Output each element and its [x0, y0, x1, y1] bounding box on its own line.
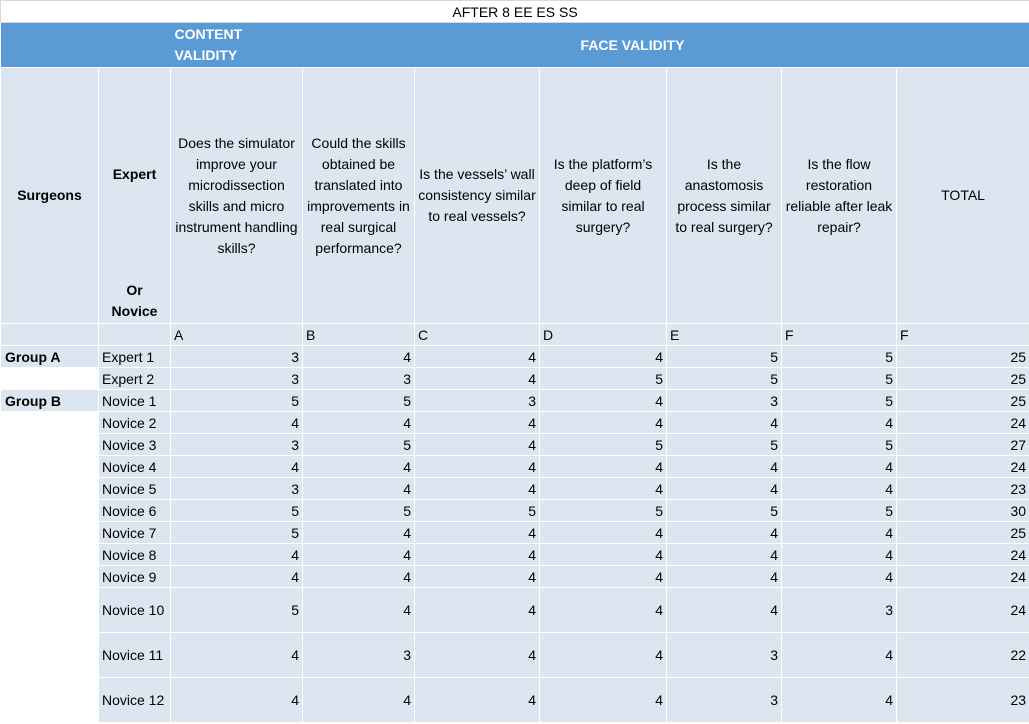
participant-label: Novice 11	[99, 633, 171, 678]
score-cell: 5	[303, 500, 415, 522]
score-cell: 4	[540, 346, 667, 368]
score-cell: 4	[415, 544, 540, 566]
group-blank	[1, 456, 99, 478]
participant-label: Novice 1	[99, 390, 171, 412]
group-blank	[1, 368, 99, 390]
score-cell: 4	[782, 522, 897, 544]
table-row	[1, 456, 1029, 478]
score-cell: 4	[782, 633, 897, 678]
score-cell: 5	[171, 390, 303, 412]
score-cell: 4	[667, 544, 782, 566]
score-cell: 4	[415, 522, 540, 544]
participant-label: Novice 3	[99, 434, 171, 456]
score-cell: 5	[540, 434, 667, 456]
score-cell: 5	[303, 390, 415, 412]
score-cell: 4	[415, 478, 540, 500]
group-blank	[1, 522, 99, 544]
participant-label: Novice 6	[99, 500, 171, 522]
table-row	[1, 346, 1029, 368]
score-cell: 4	[667, 522, 782, 544]
total-cell: 23	[897, 678, 1029, 723]
content-validity-header: CONTENT VALIDITY	[171, 23, 303, 68]
score-cell: 5	[540, 500, 667, 522]
participant-label: Expert 1	[99, 346, 171, 368]
participant-label: Novice 9	[99, 566, 171, 588]
table-title: AFTER 8 EE ES SS	[1, 1, 1029, 23]
score-cell: 4	[782, 566, 897, 588]
score-cell: 4	[415, 412, 540, 434]
score-cell: 4	[171, 633, 303, 678]
table-row	[1, 678, 1029, 723]
score-cell: 5	[782, 390, 897, 412]
score-cell: 4	[540, 544, 667, 566]
total-cell: 24	[897, 456, 1029, 478]
group-blank	[1, 478, 99, 500]
score-cell: 4	[540, 566, 667, 588]
score-cell: 4	[415, 456, 540, 478]
participant-label: Expert 2	[99, 368, 171, 390]
score-cell: 4	[540, 478, 667, 500]
group-blank	[1, 588, 99, 633]
group-label: Group A	[1, 346, 99, 368]
letters-blank	[99, 324, 171, 346]
table-row	[1, 633, 1029, 678]
total-cell: 25	[897, 346, 1029, 368]
score-cell: 4	[540, 456, 667, 478]
score-cell: 4	[303, 588, 415, 633]
score-cell: 5	[782, 434, 897, 456]
group-blank	[1, 544, 99, 566]
score-cell: 4	[667, 456, 782, 478]
column-letter: F	[782, 324, 897, 346]
question-c: Is the vessels’ wall consistency similar to real vessels?	[415, 68, 540, 324]
score-cell: 4	[171, 412, 303, 434]
score-cell: 4	[415, 566, 540, 588]
table-row	[1, 566, 1029, 588]
score-cell: 3	[415, 390, 540, 412]
face-validity-header: FACE VALIDITY	[303, 23, 1029, 68]
score-cell: 4	[303, 522, 415, 544]
total-cell: 25	[897, 522, 1029, 544]
score-cell: 3	[303, 368, 415, 390]
table-row	[1, 368, 1029, 390]
score-cell: 4	[782, 456, 897, 478]
score-cell: 4	[303, 566, 415, 588]
score-cell: 4	[540, 588, 667, 633]
table-row	[1, 500, 1029, 522]
total-cell: 24	[897, 588, 1029, 633]
question-d: Is the platform’s deep of field similar to real surgery?	[540, 68, 667, 324]
score-cell: 4	[415, 346, 540, 368]
question-a: Does the simulator improve your microdissection skills and micro instrument handling skills?	[171, 68, 303, 324]
score-cell: 4	[415, 368, 540, 390]
score-cell: 4	[667, 412, 782, 434]
group-blank	[1, 566, 99, 588]
score-cell: 4	[171, 566, 303, 588]
score-cell: 4	[415, 633, 540, 678]
score-cell: 5	[667, 434, 782, 456]
total-cell: 23	[897, 478, 1029, 500]
score-cell: 4	[171, 678, 303, 723]
score-cell: 4	[303, 412, 415, 434]
group-blank	[1, 678, 99, 723]
score-cell: 5	[415, 500, 540, 522]
column-letter: A	[171, 324, 303, 346]
group-blank	[1, 434, 99, 456]
score-cell: 4	[415, 434, 540, 456]
participant-label: Novice 7	[99, 522, 171, 544]
table-row	[1, 544, 1029, 566]
score-cell: 3	[782, 588, 897, 633]
score-cell: 4	[303, 456, 415, 478]
group-label: Group B	[1, 390, 99, 412]
score-cell: 4	[303, 544, 415, 566]
score-cell: 3	[303, 633, 415, 678]
score-cell: 4	[303, 678, 415, 723]
total-cell: 24	[897, 566, 1029, 588]
total-cell: 22	[897, 633, 1029, 678]
score-cell: 4	[303, 346, 415, 368]
score-cell: 5	[171, 500, 303, 522]
score-cell: 3	[171, 478, 303, 500]
participant-label: Novice 8	[99, 544, 171, 566]
total-cell: 25	[897, 390, 1029, 412]
column-letter: B	[303, 324, 415, 346]
score-cell: 4	[782, 544, 897, 566]
surgeons-header: Surgeons	[1, 68, 99, 324]
score-cell: 5	[540, 368, 667, 390]
or-novice-label: Or Novice	[111, 282, 158, 319]
column-letter: E	[667, 324, 782, 346]
total-cell: 25	[897, 368, 1029, 390]
score-cell: 3	[171, 346, 303, 368]
table-row	[1, 412, 1029, 434]
group-blank	[1, 500, 99, 522]
score-cell: 5	[782, 346, 897, 368]
total-cell: 30	[897, 500, 1029, 522]
participant-label: Novice 10	[99, 588, 171, 633]
score-cell: 3	[667, 390, 782, 412]
score-cell: 4	[540, 678, 667, 723]
question-b: Could the skills obtained be translated into improvements in real surgical performance?	[303, 68, 415, 324]
score-cell: 4	[540, 412, 667, 434]
score-cell: 3	[667, 678, 782, 723]
score-cell: 3	[171, 368, 303, 390]
score-cell: 4	[667, 478, 782, 500]
column-letter: F	[897, 324, 1029, 346]
total-cell: 27	[897, 434, 1029, 456]
score-cell: 5	[171, 588, 303, 633]
total-cell: 24	[897, 412, 1029, 434]
column-letter: D	[540, 324, 667, 346]
participant-label: Novice 4	[99, 456, 171, 478]
score-cell: 3	[667, 633, 782, 678]
expert-label: Expert	[112, 166, 157, 182]
letters-blank	[1, 324, 99, 346]
score-cell: 4	[667, 566, 782, 588]
table-row	[1, 522, 1029, 544]
question-f: Is the flow restoration reliable after leak repair?	[782, 68, 897, 324]
score-cell: 4	[782, 678, 897, 723]
score-cell: 4	[540, 633, 667, 678]
total-header: TOTAL	[897, 68, 1029, 324]
table-row	[1, 390, 1029, 412]
table-row	[1, 478, 1029, 500]
expert-or-novice-header	[99, 68, 171, 324]
total-cell: 24	[897, 544, 1029, 566]
score-cell: 5	[782, 500, 897, 522]
score-cell: 4	[171, 544, 303, 566]
score-cell: 5	[667, 368, 782, 390]
score-cell: 4	[303, 478, 415, 500]
score-cell: 4	[415, 588, 540, 633]
score-cell: 5	[667, 500, 782, 522]
score-cell: 4	[667, 588, 782, 633]
score-cell: 5	[782, 368, 897, 390]
score-cell: 4	[782, 478, 897, 500]
score-cell: 5	[303, 434, 415, 456]
score-cell: 4	[782, 412, 897, 434]
score-cell: 4	[540, 390, 667, 412]
question-e: Is the anastomosis process similar to real surgery?	[667, 68, 782, 324]
column-letter: C	[415, 324, 540, 346]
score-cell: 4	[171, 456, 303, 478]
band-spacer	[1, 23, 171, 68]
table-row	[1, 434, 1029, 456]
group-blank	[1, 412, 99, 434]
score-cell: 5	[171, 522, 303, 544]
score-cell: 4	[540, 522, 667, 544]
participant-label: Novice 2	[99, 412, 171, 434]
participant-label: Novice 5	[99, 478, 171, 500]
group-blank	[1, 633, 99, 678]
score-cell: 3	[171, 434, 303, 456]
participant-label: Novice 12	[99, 678, 171, 723]
score-cell: 4	[415, 678, 540, 723]
table-row	[1, 588, 1029, 633]
score-cell: 5	[667, 346, 782, 368]
